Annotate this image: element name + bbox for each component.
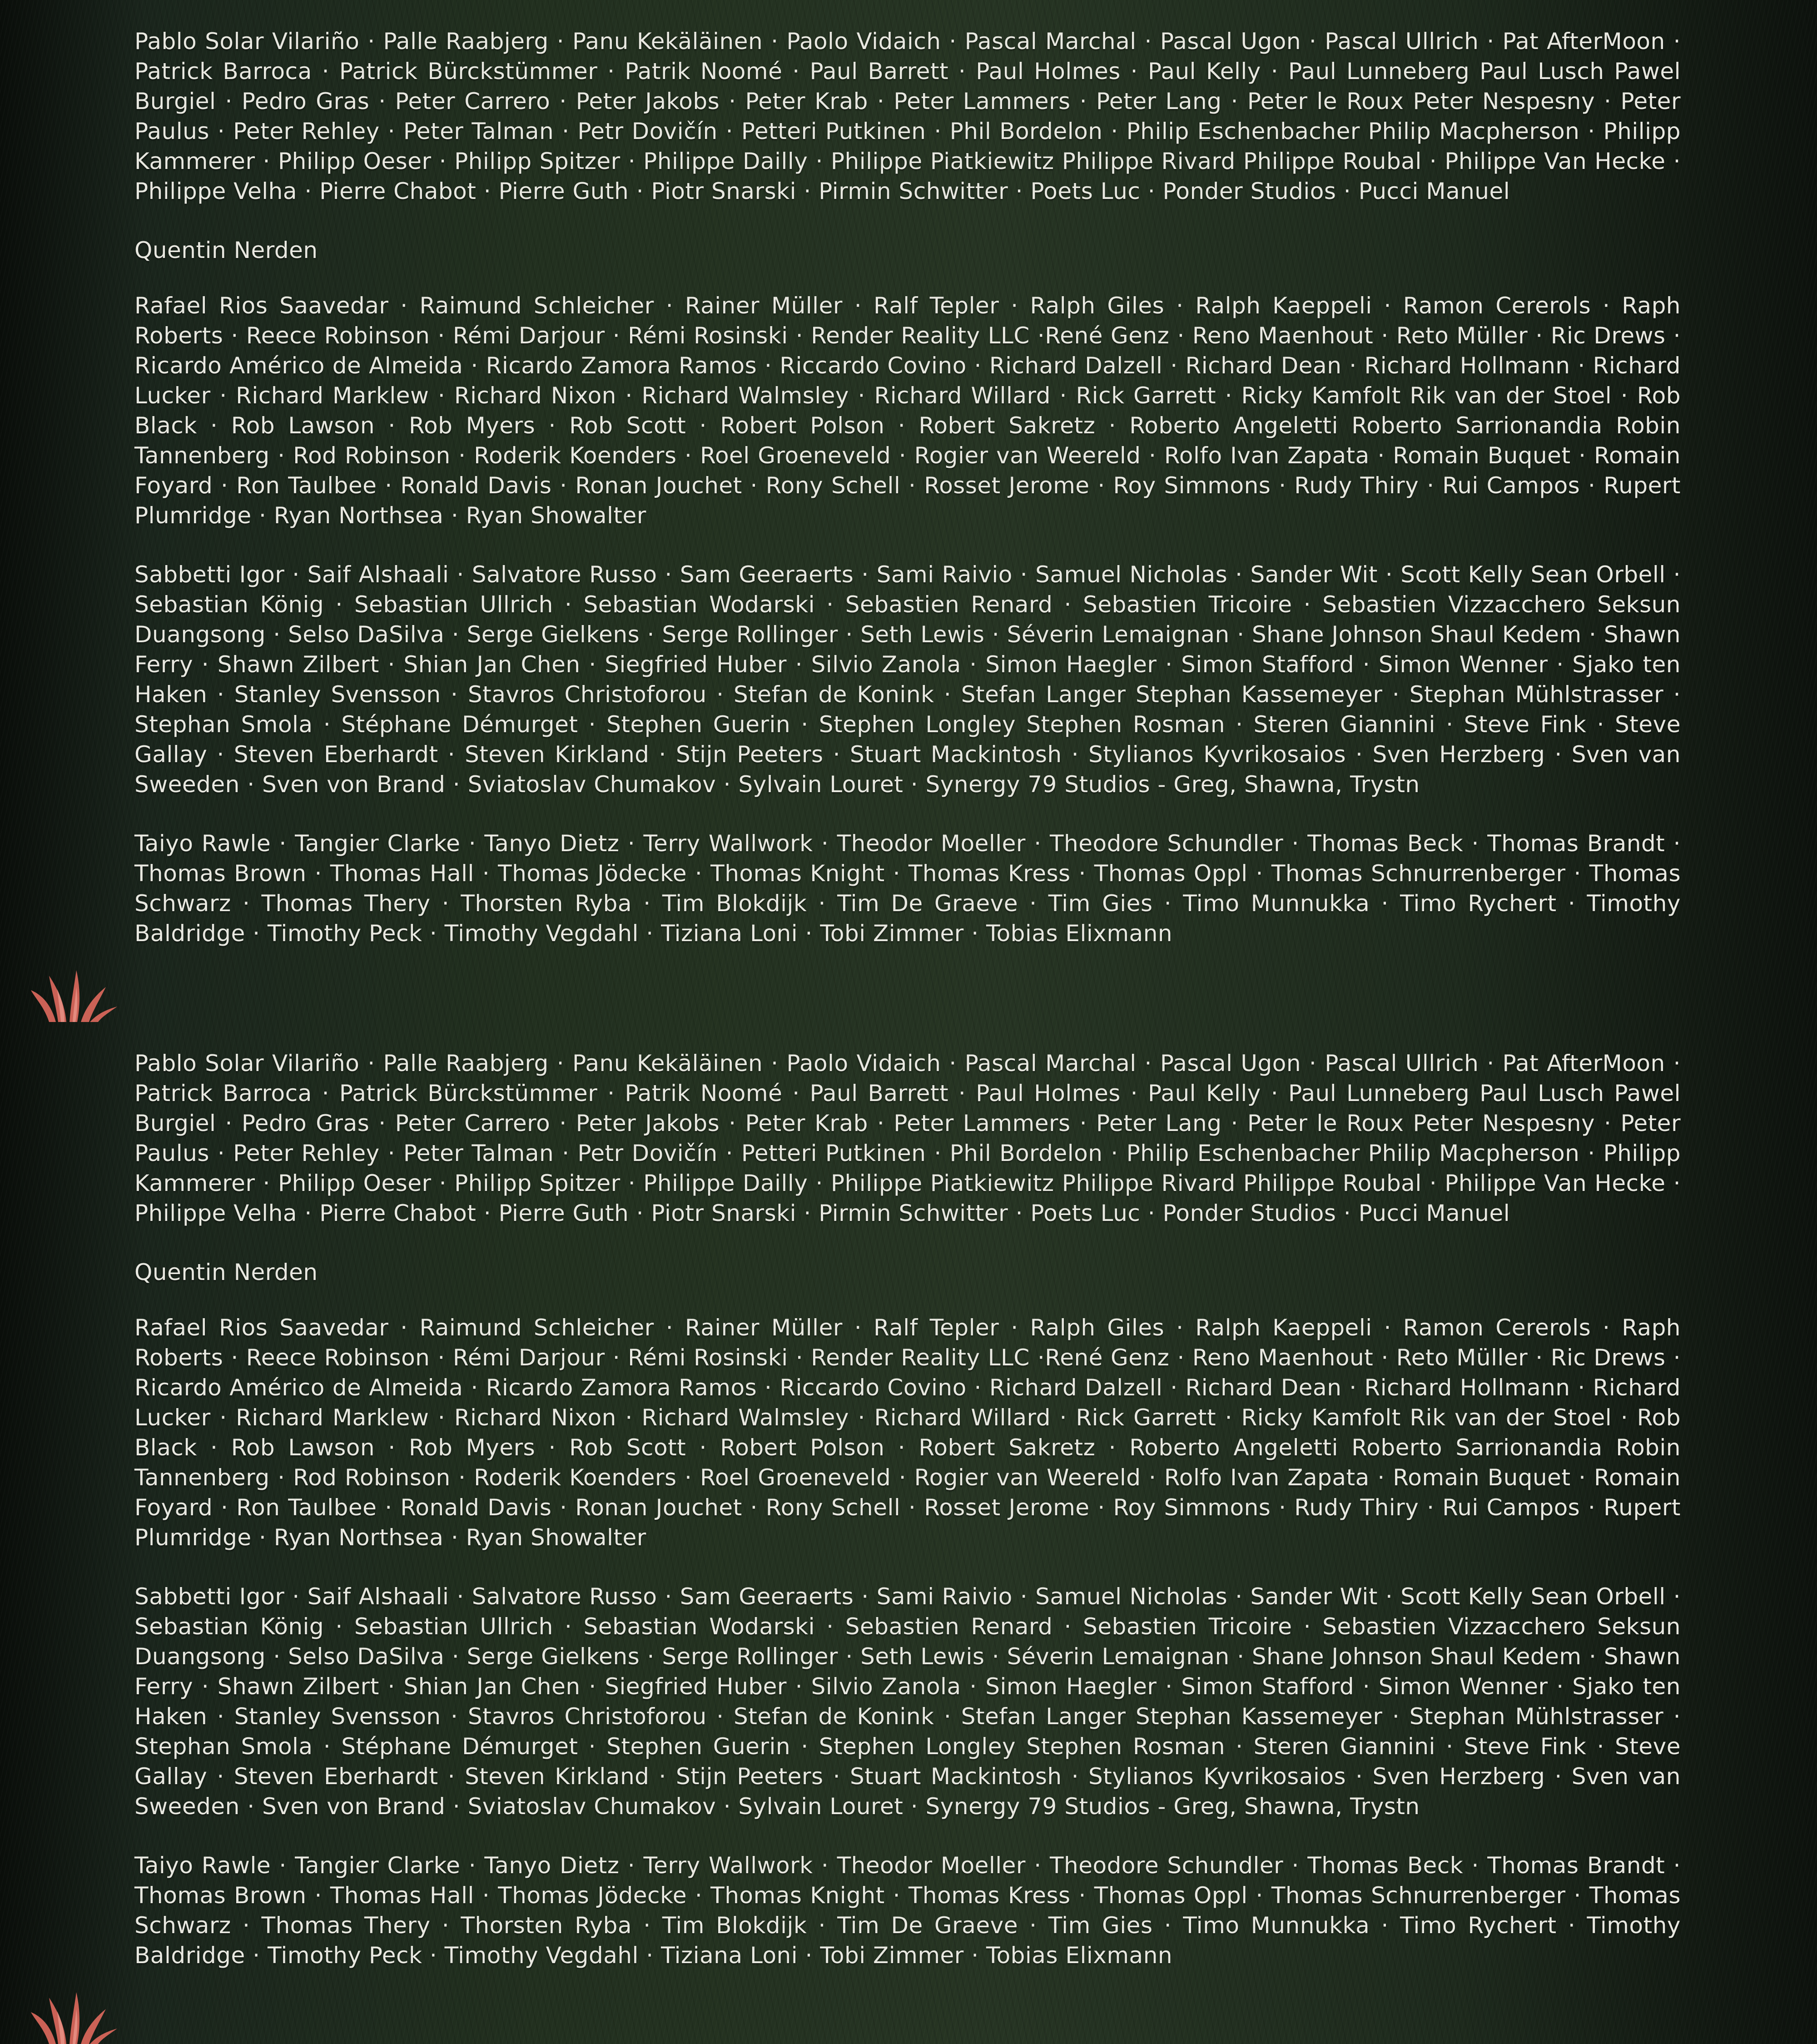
credits-list-repeat bbox=[134, 1048, 1681, 1970]
credits-panel-bottom bbox=[0, 1022, 1817, 2044]
credits-section-q-repeat: Quentin Nerden bbox=[134, 1259, 318, 1285]
credits-list bbox=[134, 26, 1681, 948]
credits-section-p-repeat: Pablo Solar Vilariño · Palle Raabjerg · Panu Kekäläinen · Paolo Vidaich · Pascal Marchal · Pascal Ugon · Pascal Ullrich · Pat AfterMoon · Patrick Barroca · Patrick Bürckstümmer · Patrik Noomé · Paul Barrett · Paul Holmes · Paul Kelly · Paul Lunneberg Paul Lusch Pawel Burgiel · Pedro Gras · Peter Carrero · Peter Jakobs · Peter Krab · Peter Lammers · Peter Lang · Peter le Roux Peter Nespesny · Peter Paulus · Peter Rehley · Peter Talman · Petr Dovičín · Petteri Putkinen · Phil Bordelon · Philip Eschenbacher Philip Macpherson · Philipp Kammerer · Philipp Oeser · Philipp Spitzer · Philippe Dailly · Philippe Piatkiewitz Philippe Rivard Philippe Roubal · Philippe Van Hecke · Philippe Velha · Pierre Chabot · Pierre Guth · Piotr Snarski · Pirmin Schwitter · Poets Luc · Ponder Studios · Pucci Manuel bbox=[134, 1050, 1681, 1226]
flame-icon bbox=[31, 962, 117, 1022]
credits-section-r-repeat: Rafael Rios Saavedar · Raimund Schleicher · Rainer Müller · Ralf Tepler · Ralph Giles · Ralph Kaeppeli · Ramon Cererols · Raph Roberts · Reece Robinson · Rémi Darjour · Rémi Rosinski · Render Reality LLC ·René Genz · Reno Maenhout · Reto Müller · Ric Drews · Ricardo Américo de Almeida · Ricardo Zamora Ramos · Riccardo Covino · Richard Dalzell · Richard Dean · Richard Hollmann · Richard Lucker · Richard Marklew · Richard Nixon · Richard Walmsley · Richard Willard · Rick Garrett · Ricky Kamfolt Rik van der Stoel · Rob Black · Rob Lawson · Rob Myers · Rob Scott · Robert Polson · Robert Sakretz · Roberto Angeletti Roberto Sarrionandia Robin Tannenberg · Rod Robinson · Roderik Koenders · Roel Groeneveld · Rogier van Weereld · Rolfo Ivan Zapata · Romain Buquet · Romain Foyard · Ron Taulbee · Ronald Davis · Ronan Jouchet · Rony Schell · Rosset Jerome · Roy Simmons · Rudy Thiry · Rui Campos · Rupert Plumridge · Ryan Northsea · Ryan Showalter bbox=[134, 1315, 1681, 1551]
credits-section-s-repeat: Sabbetti Igor · Saif Alshaali · Salvatore Russo · Sam Geeraerts · Sami Raivio · Samuel Nicholas · Sander Wit · Scott Kelly Sean Orbell · Sebastian König · Sebastian Ullrich · Sebastian Wodarski · Sebastien Renard · Sebastien Tricoire · Sebastien Vizzacchero Seksun Duangsong · Selso DaSilva · Serge Gielkens · Serge Rollinger · Seth Lewis · Séverin Lemaignan · Shane Johnson Shaul Kedem · Shawn Ferry · Shawn Zilbert · Shian Jan Chen · Siegfried Huber · Silvio Zanola · Simon Haegler · Simon Stafford · Simon Wenner · Sjako ten Haken · Stanley Svensson · Stavros Christoforou · Stefan de Konink · Stefan Langer Stephan Kassemeyer · Stephan Mühlstrasser · Stephan Smola · Stéphane Démurget · Stephen Guerin · Stephen Longley Stephen Rosman · Steren Giannini · Steve Fink · Steve Gallay · Steven Eberhardt · Steven Kirkland · Stijn Peeters · Stuart Mackintosh · Stylianos Kyvrikosaios · Sven Herzberg · Sven van Sweeden · Sven von Brand · Sviatoslav Chumakov · Sylvain Louret · Synergy 79 Studios - Greg, Shawna, Trystn bbox=[134, 1583, 1681, 1820]
flame-icon bbox=[31, 1984, 117, 2044]
credits-section-r: Rafael Rios Saavedar · Raimund Schleicher · Rainer Müller · Ralf Tepler · Ralph Giles · Ralph Kaeppeli · Ramon Cererols · Raph Roberts · Reece Robinson · Rémi Darjour · Rémi Rosinski · Render Reality LLC ·René Genz · Reno Maenhout · Reto Müller · Ric Drews · Ricardo Américo de Almeida · Ricardo Zamora Ramos · Riccardo Covino · Richard Dalzell · Richard Dean · Richard Hollmann · Richard Lucker · Richard Marklew · Richard Nixon · Richard Walmsley · Richard Willard · Rick Garrett · Ricky Kamfolt Rik van der Stoel · Rob Black · Rob Lawson · Rob Myers · Rob Scott · Robert Polson · Robert Sakretz · Roberto Angeletti Roberto Sarrionandia Robin Tannenberg · Rod Robinson · Roderik Koenders · Roel Groeneveld · Rogier van Weereld · Rolfo Ivan Zapata · Romain Buquet · Romain Foyard · Ron Taulbee · Ronald Davis · Ronan Jouchet · Rony Schell · Rosset Jerome · Roy Simmons · Rudy Thiry · Rui Campos · Rupert Plumridge · Ryan Northsea · Ryan Showalter bbox=[134, 293, 1681, 529]
credits-section-q: Quentin Nerden bbox=[134, 237, 318, 263]
credits-section-p: Pablo Solar Vilariño · Palle Raabjerg · Panu Kekäläinen · Paolo Vidaich · Pascal Marchal · Pascal Ugon · Pascal Ullrich · Pat AfterMoon · Patrick Barroca · Patrick Bürckstümmer · Patrik Noomé · Paul Barrett · Paul Holmes · Paul Kelly · Paul Lunneberg Paul Lusch Pawel Burgiel · Pedro Gras · Peter Carrero · Peter Jakobs · Peter Krab · Peter Lammers · Peter Lang · Peter le Roux Peter Nespesny · Peter Paulus · Peter Rehley · Peter Talman · Petr Dovičín · Petteri Putkinen · Phil Bordelon · Philip Eschenbacher Philip Macpherson · Philipp Kammerer · Philipp Oeser · Philipp Spitzer · Philippe Dailly · Philippe Piatkiewitz Philippe Rivard Philippe Roubal · Philippe Van Hecke · Philippe Velha · Pierre Chabot · Pierre Guth · Piotr Snarski · Pirmin Schwitter · Poets Luc · Ponder Studios · Pucci Manuel bbox=[134, 28, 1681, 204]
credits-section-t-repeat: Taiyo Rawle · Tangier Clarke · Tanyo Dietz · Terry Wallwork · Theodor Moeller · Theodore Schundler · Thomas Beck · Thomas Brandt · Thomas Brown · Thomas Hall · Thomas Jödecke · Thomas Knight · Thomas Kress · Thomas Oppl · Thomas Schnurrenberger · Thomas Schwarz · Thomas Thery · Thorsten Ryba · Tim Blokdijk · Tim De Graeve · Tim Gies · Timo Munnukka · Timo Rychert · Timothy Baldridge · Timothy Peck · Timothy Vegdahl · Tiziana Loni · Tobi Zimmer · Tobias Elixmann bbox=[134, 1852, 1681, 1969]
credits-section-s: Sabbetti Igor · Saif Alshaali · Salvatore Russo · Sam Geeraerts · Sami Raivio · Samuel Nicholas · Sander Wit · Scott Kelly Sean Orbell · Sebastian König · Sebastian Ullrich · Sebastian Wodarski · Sebastien Renard · Sebastien Tricoire · Sebastien Vizzacchero Seksun Duangsong · Selso DaSilva · Serge Gielkens · Serge Rollinger · Seth Lewis · Séverin Lemaignan · Shane Johnson Shaul Kedem · Shawn Ferry · Shawn Zilbert · Shian Jan Chen · Siegfried Huber · Silvio Zanola · Simon Haegler · Simon Stafford · Simon Wenner · Sjako ten Haken · Stanley Svensson · Stavros Christoforou · Stefan de Konink · Stefan Langer Stephan Kassemeyer · Stephan Mühlstrasser · Stephan Smola · Stéphane Démurget · Stephen Guerin · Stephen Longley Stephen Rosman · Steren Giannini · Steve Fink · Steve Gallay · Steven Eberhardt · Steven Kirkland · Stijn Peeters · Stuart Mackintosh · Stylianos Kyvrikosaios · Sven Herzberg · Sven van Sweeden · Sven von Brand · Sviatoslav Chumakov · Sylvain Louret · Synergy 79 Studios - Greg, Shawna, Trystn bbox=[134, 561, 1681, 798]
credits-section-t: Taiyo Rawle · Tangier Clarke · Tanyo Dietz · Terry Wallwork · Theodor Moeller · Theodore Schundler · Thomas Beck · Thomas Brandt · Thomas Brown · Thomas Hall · Thomas Jödecke · Thomas Knight · Thomas Kress · Thomas Oppl · Thomas Schnurrenberger · Thomas Schwarz · Thomas Thery · Thorsten Ryba · Tim Blokdijk · Tim De Graeve · Tim Gies · Timo Munnukka · Timo Rychert · Timothy Baldridge · Timothy Peck · Timothy Vegdahl · Tiziana Loni · Tobi Zimmer · Tobias Elixmann bbox=[134, 830, 1681, 947]
